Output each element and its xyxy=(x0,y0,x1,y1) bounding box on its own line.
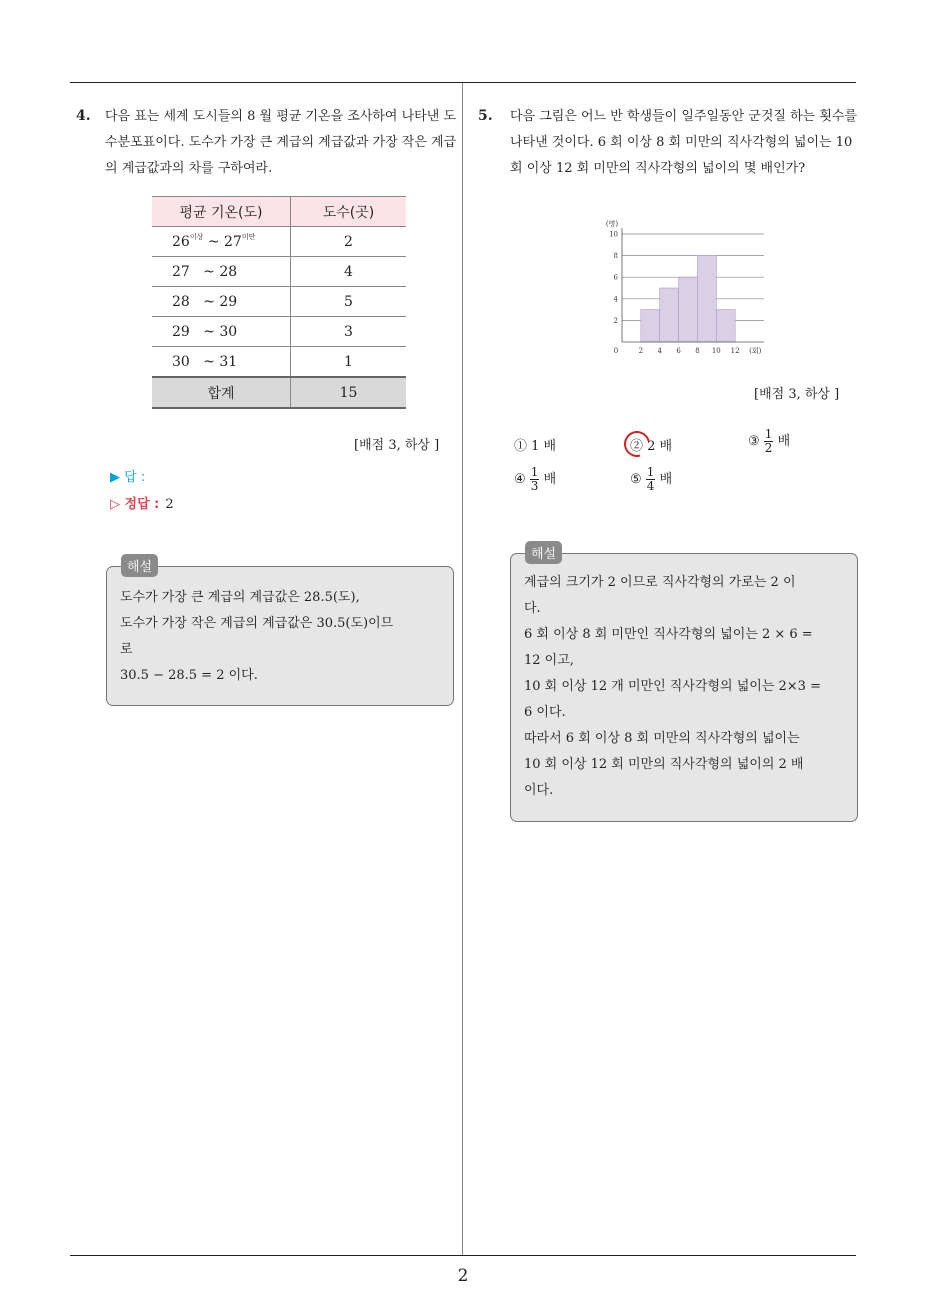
explain-line: 10 회 이상 12 회 미만의 직사각형의 넓이의 2 배 xyxy=(524,757,804,772)
fraction: $\frac{1}{4}$ xyxy=(646,465,655,493)
x-axis-label: (회) xyxy=(749,347,762,355)
bottom-rule xyxy=(70,1255,856,1256)
x-tick-label: 8 xyxy=(695,347,700,355)
histogram-bar xyxy=(660,288,679,342)
x-tick-label: 4 xyxy=(657,347,662,355)
table-header-row xyxy=(152,197,406,227)
explain-line: 12 이고, xyxy=(524,653,574,668)
x-tick-label: 12 xyxy=(730,347,740,355)
explain-line: 6 이다. xyxy=(524,705,566,720)
q4-number: 4. xyxy=(76,108,91,124)
q5-number: 5. xyxy=(478,108,493,124)
explain-line: 로 xyxy=(120,642,133,657)
table-row xyxy=(152,347,406,378)
y-tick-label: 10 xyxy=(609,230,618,239)
header-temperature: 평균 기온(도) xyxy=(152,197,291,227)
page-number: 2 xyxy=(457,1266,469,1286)
count-cell: 4 xyxy=(291,257,407,287)
histogram-chart xyxy=(598,214,788,364)
range-cell: 28 ~ 29 xyxy=(152,287,291,317)
total-label: 합계 xyxy=(152,377,291,408)
y-tick-label: 6 xyxy=(613,273,618,282)
q4-score: [배점 3, 하상 ] xyxy=(354,438,440,453)
explain-line: 10 회 이상 12 개 미만인 직사각형의 넓이는 2×3 = xyxy=(524,679,821,694)
count-cell: 3 xyxy=(291,317,407,347)
correct-answer-line xyxy=(110,493,174,512)
q4-explanation-box xyxy=(106,560,454,706)
option-4[interactable]: ④ $\frac{1}{3}$ 배 xyxy=(514,465,557,493)
y-tick-label: 4 xyxy=(613,295,618,304)
count-cell: 1 xyxy=(291,347,407,378)
explain-line: 6 회 이상 8 회 미만인 직사각형의 넓이는 2 × 6 = xyxy=(524,627,813,642)
table-row xyxy=(152,317,406,347)
histogram-bar xyxy=(716,310,735,342)
explain-line: 따라서 6 회 이상 8 회 미만의 직사각형의 넓이는 xyxy=(524,731,800,746)
option-5[interactable]: ⑤ $\frac{1}{4}$ 배 xyxy=(630,465,673,493)
q5-explanation-box xyxy=(510,547,858,822)
range-cell: 30 ~ 31 xyxy=(152,347,291,378)
range-cell: 29 ~ 30 xyxy=(152,317,291,347)
correct-label: ▷ 정답 : xyxy=(110,497,160,512)
fraction: $\frac{1}{3}$ xyxy=(530,465,539,493)
histogram-bar xyxy=(697,256,716,342)
y-axis-label: (명) xyxy=(605,220,619,228)
explain-line: 도수가 가장 작은 계급의 계급값은 30.5(도)이므 xyxy=(120,616,394,631)
x-tick-label: 2 xyxy=(638,347,644,355)
header-count: 도수(곳) xyxy=(291,197,407,227)
explain-line: 다. xyxy=(524,601,541,616)
x-tick-label: 6 xyxy=(676,347,681,355)
selected-mark-icon xyxy=(619,426,655,462)
answer-label: ▶ 답 : xyxy=(110,470,146,485)
option-3[interactable]: ③ $\frac{1}{2}$ 배 xyxy=(748,427,791,455)
option-1[interactable]: ① 1 배 xyxy=(514,439,557,454)
explanation-tag: 해설 xyxy=(121,554,158,577)
column-separator xyxy=(462,83,463,1255)
x-tick-label: 10 xyxy=(711,347,721,355)
total-value: 15 xyxy=(291,377,407,408)
explain-line: 30.5 − 28.5 = 2 이다. xyxy=(120,668,258,683)
explain-line: 이다. xyxy=(524,783,554,798)
range-cell: 27 ~ 28 xyxy=(152,257,291,287)
fraction: $\frac{1}{2}$ xyxy=(764,427,773,455)
count-cell: 2 xyxy=(291,227,407,257)
explanation-tag: 해설 xyxy=(525,541,562,564)
range-cell: $26^{이상}$ ~ $27^{미만}$ xyxy=(152,227,291,257)
q5-score: [배점 3, 하상 ] xyxy=(754,387,840,402)
table-row xyxy=(152,287,406,317)
answer-line xyxy=(110,466,145,485)
q5-text: 다음 그림은 어느 반 학생들이 일주일동안 군것질 하는 횟수를 나타낸 것이다. 6 회 이상 8 회 미만의 직사각형의 넓이는 10 회 이상 12 회 미만의 직사각형의 넓이의 몇 배인가? xyxy=(510,109,858,176)
explain-line: 도수가 가장 큰 계급의 계급값은 28.5(도), xyxy=(120,590,360,605)
x-tick-label: 0 xyxy=(613,347,619,355)
table-row xyxy=(152,227,406,257)
explain-line: 계급의 크기가 2 이므로 직사각형의 가로는 2 이 xyxy=(524,575,796,590)
q4-text: 다음 표는 세계 도시들의 8 월 평균 기온을 조사하여 나타낸 도수분포표이다. 도수가 가장 큰 계급의 계급값과 가장 작은 계급의 계급값과의 차를 구하여라. xyxy=(105,109,457,176)
table-total-row xyxy=(152,377,406,408)
y-tick-label: 8 xyxy=(613,252,618,261)
count-cell: 5 xyxy=(291,287,407,317)
option-2[interactable]: ② 2 배 xyxy=(630,439,673,454)
histogram-bar xyxy=(679,277,698,342)
histogram-bar xyxy=(641,310,660,342)
correct-value: 2 xyxy=(165,497,174,512)
frequency-table xyxy=(152,196,406,409)
y-tick-label: 2 xyxy=(613,316,618,325)
top-rule xyxy=(70,82,856,83)
table-row xyxy=(152,257,406,287)
